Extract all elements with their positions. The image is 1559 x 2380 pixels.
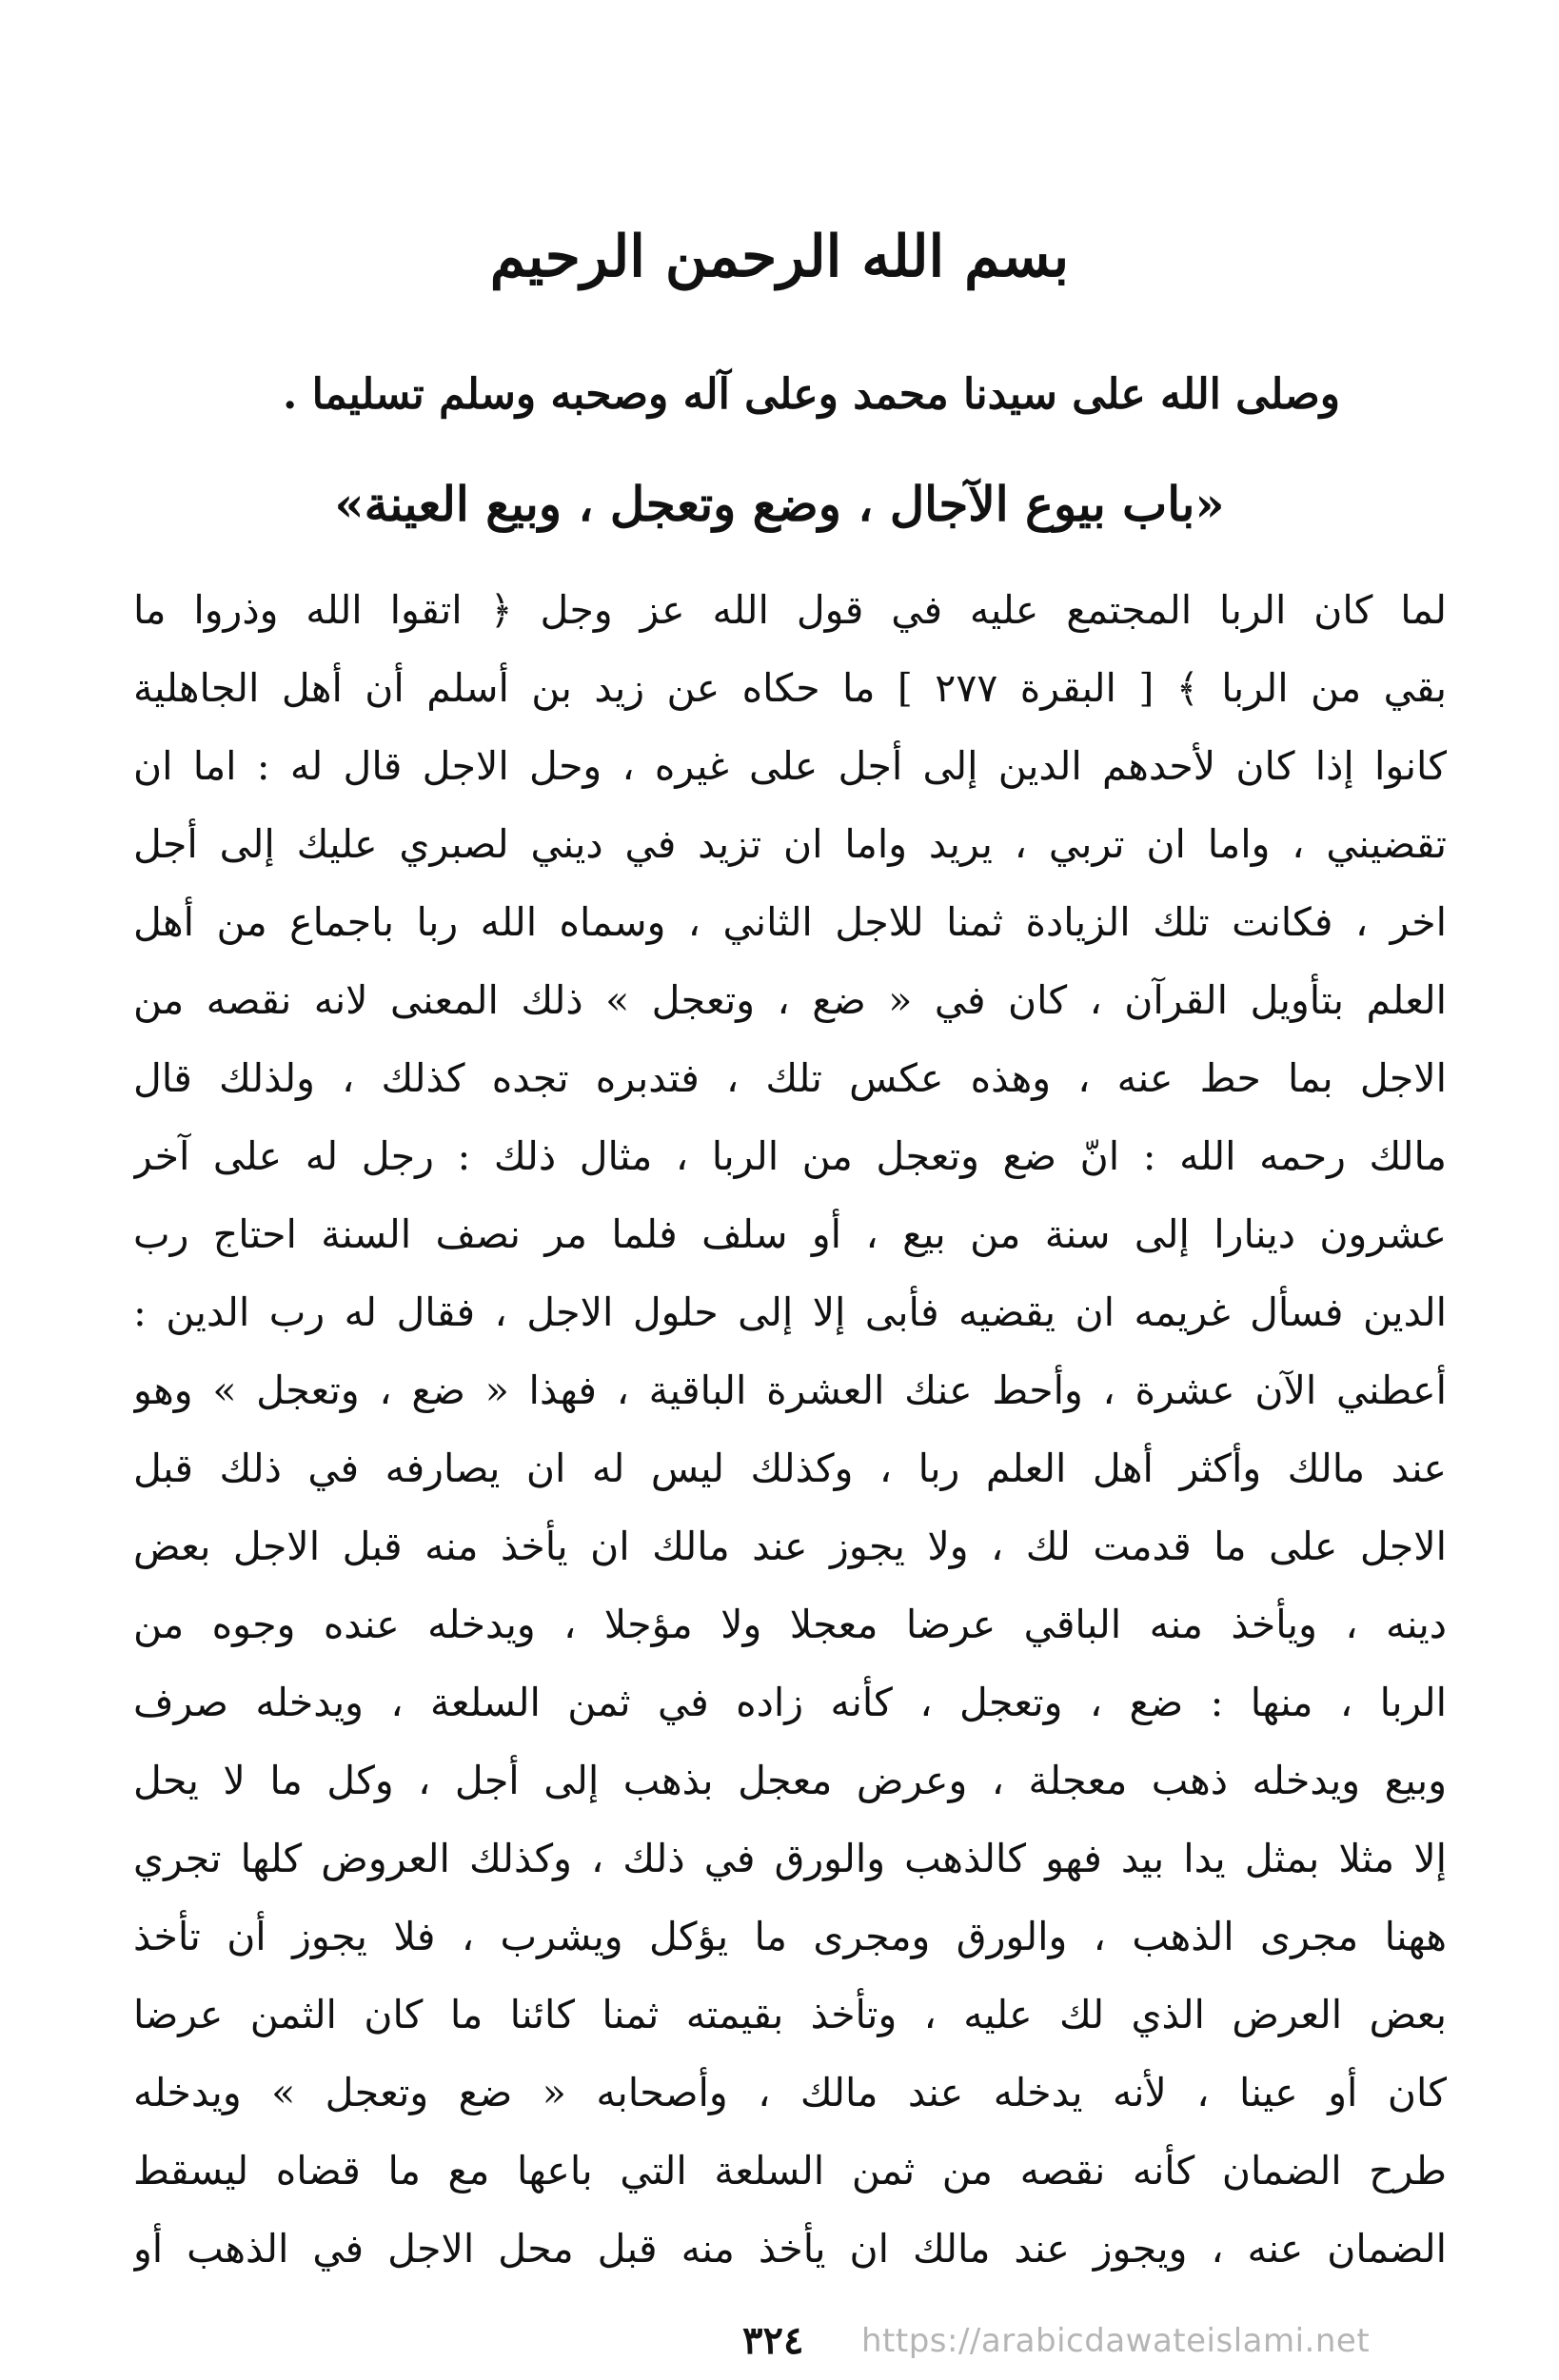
text-line: مالك رحمه الله : انّ ضع وتعجل من الربا ، مثال ذلك : رجل له على آخر bbox=[133, 1133, 1447, 1179]
text-line: بعض العرض الذي لك عليه ، وتأخذ بقيمته ثمنا كائنا ما كان الثمن عرضا bbox=[133, 1992, 1447, 2037]
text-line: الربا ، منها : ضع ، وتعجل ، كأنه زاده في ثمن السلعة ، ويدخله صرف bbox=[133, 1680, 1447, 1725]
text-line: كانوا إذا كان لأحدهم الدين إلى أجل على غيره ، وحل الاجل قال له : اما ان bbox=[133, 743, 1447, 789]
text-line: تقضيني ، واما ان تربي ، يريد واما ان تزيد في ديني لصبري عليك إلى أجل bbox=[133, 821, 1447, 867]
chapter-title: «باب بيوع الآجال ، وضع وتعجل ، وبيع العينة» bbox=[334, 476, 1225, 532]
text-line: بقي من الربا ﴾ [ البقرة ٢٧٧ ] ما حكاه عن زيد بن أسلم أن أهل الجاهلية bbox=[133, 665, 1447, 711]
text-line: الدين فسأل غريمه ان يقضيه فأبى إلا إلى حلول الاجل ، فقال له رب الدين : bbox=[133, 1289, 1447, 1335]
basmala-heading: بسم الله الرحمن الرحيم bbox=[489, 224, 1070, 290]
text-line: عند مالك وأكثر أهل العلم ربا ، وكذلك ليس له ان يصارفه في ذلك قبل bbox=[133, 1446, 1447, 1491]
body-text bbox=[133, 571, 1447, 2288]
page-footer bbox=[0, 2312, 1559, 2370]
text-line: العلم بتأويل القرآن ، كان في « ضع ، وتعجل » ذلك المعنى لانه نقصه من bbox=[133, 977, 1447, 1023]
text-line: أعطني الآن عشرة ، وأحط عنك العشرة الباقية ، فهذا « ضع ، وتعجل » وهو bbox=[133, 1367, 1447, 1413]
text-line: دينه ، ويأخذ منه الباقي عرضا معجلا ولا مؤجلا ، ويدخله عنده وجوه من bbox=[133, 1602, 1447, 1647]
text-line: عشرون دينارا إلى سنة من بيع ، أو سلف فلما مر نصف السنة احتاج رب bbox=[133, 1211, 1447, 1257]
text-line: إلا مثلا بمثل يدا بيد فهو كالذهب والورق في ذلك ، وكذلك العروض كلها تجري bbox=[133, 1836, 1447, 1881]
salawat-line: وصلى الله على سيدنا محمد وعلى آله وصحبه وسلم تسليما . bbox=[282, 370, 1340, 419]
text-line: طرح الضمان كأنه نقصه من ثمن السلعة التي باعها مع ما قضاه ليسقط bbox=[133, 2148, 1447, 2193]
text-line: الاجل على ما قدمت لك ، ولا يجوز عند مالك ان يأخذ منه قبل الاجل بعض bbox=[133, 1524, 1447, 1569]
text-line: لما كان الربا المجتمع عليه في قول الله عز وجل ﴿ اتقوا الله وذروا ما bbox=[133, 587, 1447, 633]
page-number: ٣٢٤ bbox=[742, 2318, 804, 2363]
text-line: الضمان عنه ، ويجوز عند مالك ان يأخذ منه قبل محل الاجل في الذهب أو bbox=[133, 2226, 1447, 2272]
text-line: وبيع ويدخله ذهب معجلة ، وعرض معجل بذهب إلى أجل ، وكل ما لا يحل bbox=[133, 1758, 1447, 1803]
text-line: الاجل بما حط عنه ، وهذه عكس تلك ، فتدبره تجده كذلك ، ولذلك قال bbox=[133, 1055, 1447, 1101]
text-line: اخر ، فكانت تلك الزيادة ثمنا للاجل الثاني ، وسماه الله ربا باجماع من أهل bbox=[133, 899, 1447, 945]
watermark-url: https://arabicdawateislami.net bbox=[861, 2322, 1371, 2360]
text-line: ههنا مجرى الذهب ، والورق ومجرى ما يؤكل ويشرب ، فلا يجوز أن تأخذ bbox=[133, 1914, 1447, 1959]
text-line: كان أو عينا ، لأنه يدخله عند مالك ، وأصحابه « ضع وتعجل » ويدخله bbox=[133, 2070, 1447, 2115]
